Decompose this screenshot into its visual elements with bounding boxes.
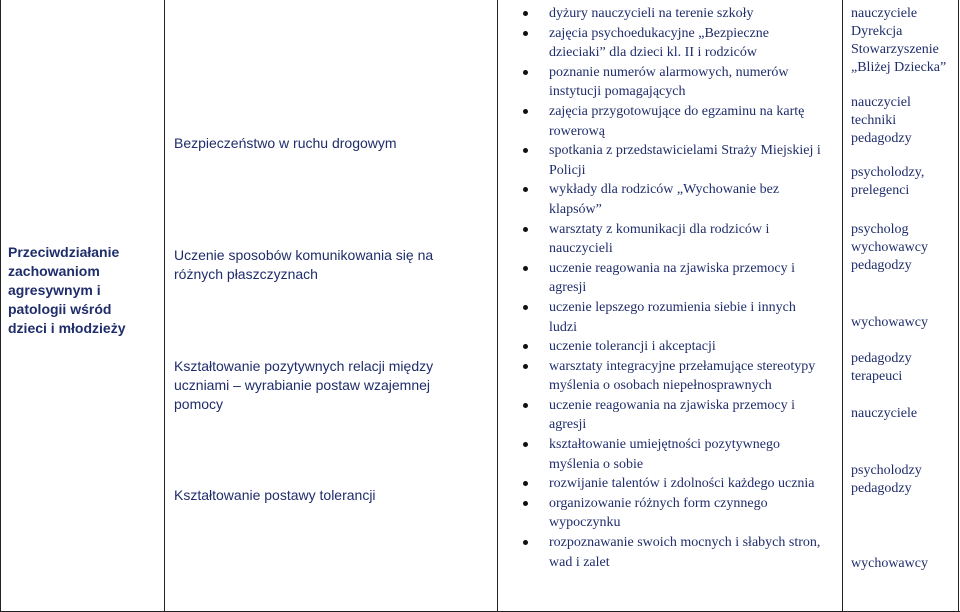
responsible-line: terapeuci [851,369,903,384]
activity-item [515,533,827,572]
bullet-icon [523,187,528,192]
responsible-line: pedagodzy [851,481,912,496]
bullet-icon [523,344,528,349]
bullet-icon [523,148,528,153]
responsible-line: nauczyciele [851,6,918,21]
task-item [174,246,474,284]
activity-text: organizowanie różnych form czynnego wypoczynku [549,495,768,531]
table-border-right [958,0,959,612]
bullet-icon [523,481,528,486]
activity-item [515,220,827,259]
bullet-icon [523,540,528,545]
task-text: Kształtowanie postawy tolerancji [174,487,376,503]
responsible-line: pedagodzy [851,351,912,366]
activity-item [515,259,827,298]
bullet-icon [523,305,528,310]
task-item [174,486,474,505]
activity-item [515,494,827,533]
activity-item [515,298,827,337]
activity-text: warsztaty z komunikacji dla rodziców i nauczycieli [549,221,770,257]
bullet-icon [523,227,528,232]
task-text: Kształtowanie pozytywnych relacji między uczniami – wyrabianie postaw wzajemnej pomocy [174,358,434,412]
responsible-line: nauczyciel [851,95,911,110]
responsible-group [851,462,956,498]
activity-item [515,435,827,474]
activity-text: zajęcia psychoedukacyjne „Bezpieczne dzieciaki” dla dzieci kl. II i rodziców [549,25,769,61]
area-heading [8,243,158,338]
activity-text: zajęcia przygotowujące do egzaminu na kartę rowerową [549,103,805,139]
activity-item [515,63,827,102]
column-divider-2 [497,0,498,612]
area-heading-line: agresywnym i [8,282,101,298]
responsible-line: wychowawcy [851,556,928,571]
task-item [174,134,474,153]
task-text: Uczenie sposobów komunikowania się na różnych płaszczyznach [174,247,434,282]
activity-text: uczenie lepszego rozumienia siebie i innych ludzi [549,299,796,335]
activity-text: poznanie numerów alarmowych, numerów instytucji pomagających [549,64,789,100]
responsible-line: Dyrekcja [851,24,903,39]
bullet-icon [523,11,528,16]
table-border-left [0,0,1,612]
bullet-icon [523,442,528,447]
activity-item [515,357,827,396]
responsible-line: nauczyciele [851,406,918,421]
activity-text: rozpoznawanie swoich mocnych i słabych stron, wad i zalet [549,535,821,570]
responsible-line: pedagodzy [851,258,912,273]
bullet-icon [523,266,528,271]
activity-text: warsztaty integracyjne przełamujące stereotypy myślenia o osobach niepełnosprawnych [549,358,816,394]
bullet-icon [523,501,528,506]
activity-text: spotkania z przedstawicielami Straży Miejskiej i Policji [549,143,821,178]
bullet-icon [523,364,528,369]
area-heading-line: dzieci i młodzieży [8,320,126,336]
activity-text: uczenie tolerancji i akceptacji [549,339,716,355]
column-divider-1 [164,0,165,612]
responsible-line: wychowawcy [851,315,928,330]
responsible-line: techniki [851,113,897,128]
responsible-group [851,350,956,386]
bullet-icon [523,403,528,408]
activity-item [515,180,827,219]
activity-text: wykłady dla rodziców „Wychowanie bez klapsów” [549,182,780,217]
activity-item [515,474,827,494]
activity-text: uczenie reagowania na zjawiska przemocy i agresji [549,260,796,296]
activity-item [515,396,827,435]
bullet-icon [523,70,528,75]
responsible-line: prelegenci [851,183,910,198]
responsible-line: psycholodzy, [851,165,925,180]
activity-item [515,102,827,141]
area-heading-line: patologii wśród [8,301,112,317]
activity-text: rozwijanie talentów i zdolności każdego ucznia [549,476,815,492]
area-heading-line: Przeciwdziałanie [8,244,120,260]
responsible-line: „Bliżej Dziecka” [851,60,947,75]
responsible-group [851,314,956,332]
activity-item [515,4,827,24]
responsible-group [851,94,956,148]
bullet-icon [523,109,528,114]
column-divider-3 [842,0,843,612]
responsible-line: wychowawcy [851,240,928,255]
activity-text: uczenie reagowania na zjawiska przemocy i agresji [549,397,796,433]
activity-text: kształtowanie umiejętności pozytywnego myślenia o sobie [549,437,780,472]
activity-text: dyżury nauczycieli na terenie szkoły [549,6,754,21]
task-text: Bezpieczeństwo w ruchu drogowym [174,135,397,151]
responsible-line: psycholodzy [851,463,922,478]
responsible-group [851,405,956,423]
responsible-line: Stowarzyszenie [851,42,939,57]
responsible-line: pedagodzy [851,131,912,146]
area-heading-line: zachowaniom [8,263,100,279]
responsible-group [851,221,956,275]
activity-item [515,24,827,63]
responsible-group [851,555,956,573]
task-item [174,357,474,414]
activity-item [515,337,827,357]
activity-item [515,141,827,180]
bullet-icon [523,31,528,36]
responsible-line: psycholog [851,222,909,237]
activities-bullets [515,4,827,572]
responsible-group [851,164,956,200]
responsible-group [851,5,956,77]
activities-list [515,4,827,572]
